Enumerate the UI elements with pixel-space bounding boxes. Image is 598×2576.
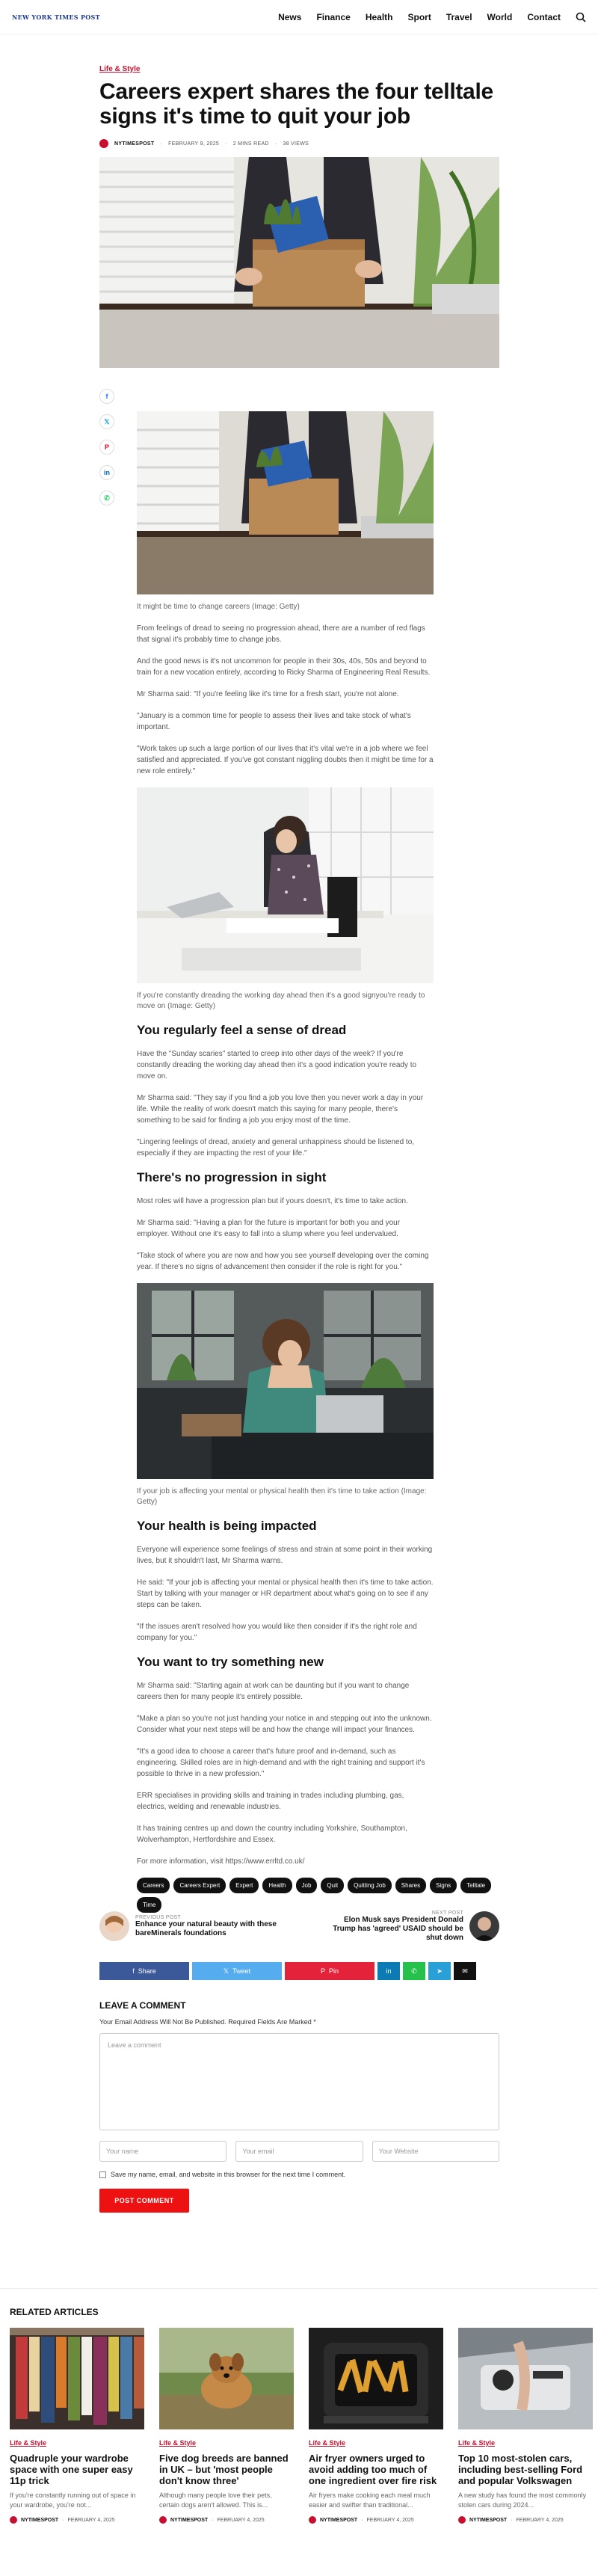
paragraph: "Lingering feelings of dread, anxiety and general unhappiness should be listened to, especially if they are impacting the rest of your life.": [137, 1138, 415, 1158]
main-nav: [278, 12, 586, 22]
related-excerpt: If you're constantly running out of space in your wardrobe, you're not...: [10, 2492, 136, 2509]
paragraph: And the good news is it's not uncommon for people in their 30s, 40s, 50s and beyond to train for a new vocation entirely, according to Ricky Sharma of Engineering Real Results.: [137, 657, 431, 677]
facebook-icon: f: [132, 1967, 135, 1975]
twitter-share-button[interactable]: 𝕏 Tweet: [192, 1962, 282, 1980]
tag[interactable]: Careers Expert: [173, 1878, 226, 1893]
paragraph: It has training centres up and down the country including Yorkshire, Southampton, Wolverhampton, Hertfordshire and Essex.: [137, 1825, 407, 1844]
tag[interactable]: Job: [296, 1878, 318, 1893]
next-post-link[interactable]: NEXT POST Elon Musk says President Donald Trump has 'agreed' USAID should be shut down: [321, 1911, 499, 1943]
pinterest-icon: P: [320, 1967, 325, 1975]
nav-finance[interactable]: Finance: [316, 11, 351, 22]
name-input[interactable]: Your name: [99, 2141, 226, 2162]
related-heading: RELATED ARTICLES: [10, 2307, 99, 2317]
related-category[interactable]: Life & Style: [309, 2439, 346, 2447]
related-image-car: [458, 2328, 593, 2429]
tag[interactable]: Shares: [395, 1878, 426, 1893]
author-avatar: [309, 2516, 316, 2524]
author-avatar: [458, 2516, 466, 2524]
nav-travel[interactable]: Travel: [446, 11, 472, 22]
related-card[interactable]: Life & Style Air fryer owners urged to avoid adding too much of one ingredient over fire risk Air fryers make cooking each meal much easier and swifter than traditional... NYTIMESPOST · FEBRUARY 4, 2025: [309, 2328, 443, 2524]
paragraph: "If the issues aren't resolved how you would like then consider if it's the right role and company for you.": [137, 1623, 417, 1642]
article-title: Careers expert shares the four telltale signs it's time to quit your job: [99, 79, 493, 129]
telegram-icon: ➤: [437, 1967, 443, 1975]
paragraph: For more information, visit https://www.errltd.co.uk/: [137, 1857, 305, 1866]
paragraph: From feelings of dread to seeing no progression ahead, there are a number of red flags that signal it's probably time to change jobs.: [137, 624, 425, 644]
image-caption: It might be time to change careers (Image: Getty): [137, 603, 300, 611]
related-title[interactable]: Five dog breeds are banned in UK – but 'most people don't know three': [159, 2453, 289, 2486]
related-title[interactable]: Air fryer owners urged to avoid adding too much of one ingredient over fire risk: [309, 2453, 437, 2486]
related-excerpt: Although many people love their pets, certain dogs aren't allowed. This is...: [159, 2492, 272, 2509]
related-category[interactable]: Life & Style: [458, 2439, 496, 2447]
whatsapp-icon: ✆: [411, 1967, 417, 1975]
nav-news[interactable]: News: [278, 11, 302, 22]
related-category[interactable]: Life & Style: [159, 2439, 197, 2447]
comment-form: [99, 2000, 499, 2213]
hero-image: [99, 157, 499, 368]
related-articles: [0, 2288, 598, 2524]
previous-post-thumbnail: [99, 1911, 129, 1941]
whatsapp-share-button[interactable]: [403, 1962, 425, 1980]
category-link[interactable]: Life & Style: [99, 65, 141, 73]
article-meta: NYTIMESPOST · FEBRUARY 9, 2025 · 2 MINS READ · 38 VIEWS: [99, 139, 499, 148]
section-heading: There's no progression in sight: [137, 1170, 327, 1184]
section-heading: Your health is being impacted: [137, 1519, 317, 1533]
save-info-label: Save my name, email, and website in this browser for the next time I comment.: [111, 2171, 346, 2178]
related-image-wardrobe: [10, 2328, 144, 2429]
post-comment-button[interactable]: POST COMMENT: [99, 2189, 189, 2213]
linkedin-share-button[interactable]: [377, 1962, 400, 1980]
section-heading: You want to try something new: [137, 1655, 324, 1669]
search-icon[interactable]: [576, 12, 586, 22]
related-card[interactable]: Life & Style Top 10 most-stolen cars, including best-selling Ford and popular Volkswagen A new study has found the most commonly stolen cars during 2024... NYTIMESPOST · FEBRUARY 4, 2025: [458, 2328, 593, 2524]
telegram-share-button[interactable]: [428, 1962, 451, 1980]
author-avatar: [159, 2516, 167, 2524]
author-avatar: [10, 2516, 17, 2524]
related-image-dog: [159, 2328, 294, 2429]
paragraph: Mr Sharma said: "They say if you find a job you love then you never work a day in your life. While the reality of work doesn't match this saying for many people, there's something to be said for finding a job you enjoy most of the time.: [137, 1094, 424, 1125]
paragraph: "It's a good idea to choose a career that's future proof and in-demand, such as engineering. Skilled roles are in high-demand and with the right training and support it's possible to thrive in a new profession.": [137, 1747, 425, 1778]
image-caption: If your job is affecting your mental or physical health then it's time to take action (Image: Getty): [137, 1487, 427, 1506]
related-excerpt: A new study has found the most commonly stolen cars during 2024...: [458, 2492, 587, 2509]
paragraph: "Work takes up such a large portion of our lives that it's vital we're in a job where we feel satisfied and appreciated. If you've got constant niggling doubts then it might be time for a new role entirely.": [137, 745, 434, 775]
section-heading: You regularly feel a sense of dread: [137, 1023, 347, 1037]
share-buttons: [99, 1962, 499, 1980]
related-card[interactable]: Life & Style Quadruple your wardrobe space with one super easy 11p trick If you're constantly running out of space in your wardrobe, you're not... NYTIMESPOST · FEBRUARY 4, 2025: [10, 2328, 144, 2524]
related-category[interactable]: Life & Style: [10, 2439, 47, 2447]
nav-health[interactable]: Health: [365, 11, 393, 22]
twitter-icon: 𝕏: [223, 1967, 229, 1975]
email-share-button[interactable]: [454, 1962, 476, 1980]
paragraph: Mr Sharma said: "Starting again at work can be daunting but if you want to change careers then for many people it's entirely possible.: [137, 1682, 410, 1701]
view-count: 38 VIEWS: [283, 141, 309, 147]
author-avatar: [99, 139, 108, 148]
email-input[interactable]: Your email: [235, 2141, 363, 2162]
paragraph: "Take stock of where you are now and how you see yourself developing over the coming year. If there's no signs of advancement then consider if the role is right for you.": [137, 1252, 429, 1271]
paragraph: Have the "Sunday scaries" started to creep into other days of the week? If you're constantly dreading the working day ahead then it's a good indication you're ready to move on.: [137, 1050, 417, 1080]
linkedin-icon: in: [386, 1967, 392, 1975]
paragraph: "Make a plan so you're not just handing your notice in and stepping out into the unknown. Consider what your next steps will be and how the change will impact your finances.: [137, 1715, 432, 1734]
tag[interactable]: Telltale: [460, 1878, 491, 1893]
facebook-icon[interactable]: f: [99, 389, 114, 404]
author-name[interactable]: NYTIMESPOST: [114, 141, 155, 147]
related-excerpt: Air fryers make cooking each meal much easier and swifter than traditional...: [309, 2492, 431, 2509]
figure-woman-at-laptop: [137, 1283, 434, 1479]
paragraph: "January is a common time for people to assess their lives and take stock of what's important.: [137, 712, 411, 731]
related-title[interactable]: Top 10 most-stolen cars, including best-selling Ford and popular Volkswagen: [458, 2453, 583, 2486]
tag[interactable]: Careers: [137, 1878, 170, 1893]
comment-heading: LEAVE A COMMENT: [99, 2000, 186, 2011]
site-header: [0, 0, 598, 34]
paragraph: Most roles will have a progression plan but if yours doesn't, it's time to take action.: [137, 1197, 408, 1205]
site-logo[interactable]: NEW YORK TIMES POST: [12, 13, 100, 21]
paragraph: Mr Sharma said: "Having a plan for the future is important for both you and your employer. Without one it's easy to fall into a slump where you feel undervalued.: [137, 1219, 401, 1238]
tag[interactable]: Quit: [321, 1878, 344, 1893]
paragraph: Everyone will experience some feelings of stress and strain at some point in their working lives, but it shouldn't last, Mr Sharma warns.: [137, 1546, 433, 1565]
nav-contact[interactable]: Contact: [527, 11, 561, 22]
paragraph: ERR specialises in providing skills and training in trades including plumbing, gas, electrics, welding and renewable industries.: [137, 1792, 404, 1811]
pinterest-share-button[interactable]: P Pin: [285, 1962, 374, 1980]
next-post-thumbnail: [469, 1911, 499, 1941]
related-title[interactable]: Quadruple your wardrobe space with one super easy 11p trick: [10, 2453, 133, 2486]
comment-note: Your Email Address Will Not Be Published. Required Fields Are Marked *: [99, 2018, 316, 2026]
tag[interactable]: Signs: [430, 1878, 457, 1893]
website-input[interactable]: Your Website: [372, 2141, 499, 2162]
article-header: [99, 61, 499, 148]
article-body: [137, 411, 486, 1935]
comment-textarea[interactable]: Leave a comment: [99, 2033, 499, 2130]
email-icon: ✉: [462, 1967, 468, 1975]
nav-world[interactable]: World: [487, 11, 513, 22]
read-time: 2 MINS READ: [232, 141, 269, 147]
save-info-row: [99, 2171, 499, 2178]
whatsapp-icon[interactable]: ✆: [99, 491, 114, 505]
tag-list: [137, 1878, 496, 1913]
tag[interactable]: Time: [137, 1897, 161, 1913]
nav-sport[interactable]: Sport: [407, 11, 431, 22]
facebook-share-button[interactable]: f Share: [99, 1962, 189, 1980]
previous-post-link[interactable]: PREVIOUS POST Enhance your natural beauty with these bareMinerals foundations: [99, 1911, 285, 1941]
post-navigation: [99, 1909, 499, 1943]
pinterest-icon[interactable]: P: [99, 440, 114, 455]
tag[interactable]: Health: [262, 1878, 292, 1893]
publish-date: FEBRUARY 9, 2025: [168, 141, 220, 147]
linkedin-icon[interactable]: in: [99, 465, 114, 480]
tag[interactable]: Quitting Job: [348, 1878, 392, 1893]
related-card[interactable]: Life & Style Five dog breeds are banned in UK – but 'most people don't know three' Although many people love their pets, certain dogs aren't allowed. This is... NYTIMESPOST · FEBRUARY 4, 2025: [159, 2328, 294, 2524]
related-image-air-fryer: [309, 2328, 443, 2429]
figure-box-image: [137, 411, 434, 594]
twitter-icon[interactable]: 𝕏: [99, 414, 114, 429]
image-caption: If you're constantly dreading the working day ahead then it's a good signyou're ready to move on (Image: Getty): [137, 992, 425, 1010]
tag[interactable]: Expert: [229, 1878, 259, 1893]
save-info-checkbox[interactable]: [99, 2171, 106, 2178]
figure-stressed-woman: [137, 787, 434, 983]
paragraph: He said: "If your job is affecting your mental or physical health then it's time to take action. Start by talking with your manager or HR department about what's going on to see if any steps can be taken.: [137, 1579, 434, 1609]
paragraph: Mr Sharma said: "If you're feeling like it's time for a fresh start, you're not alone.: [137, 690, 399, 698]
floating-share-bar: [99, 389, 114, 505]
